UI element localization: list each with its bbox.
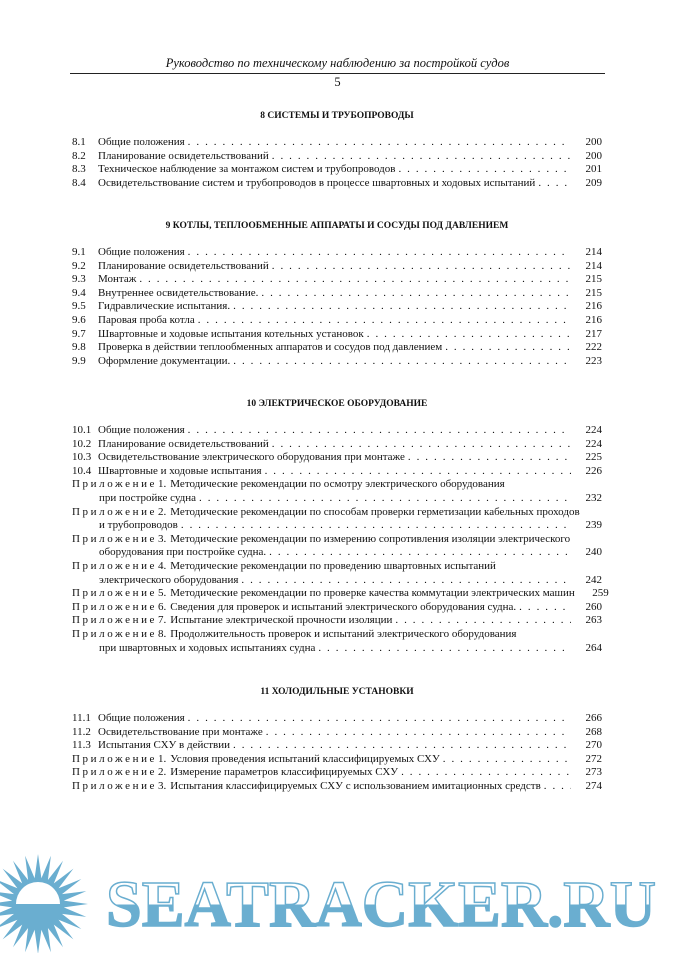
- entry-number: 11.2: [72, 725, 91, 738]
- entry-title: Общие положения: [98, 712, 185, 724]
- entry-title: Методические рекомендации по измерению сопротивления изоляции электрического: [170, 532, 571, 545]
- entry-page: 242: [585, 573, 602, 586]
- appendix-label: Приложение: [72, 505, 158, 518]
- entry-title: Освидетельствование электрического оборудования при монтаже: [98, 451, 405, 464]
- entry-title: Освидетельствование при монтаже: [98, 725, 263, 738]
- watermark-text: SEATRACKER.RU: [106, 868, 656, 941]
- entry-title: и трубопроводов: [99, 519, 178, 532]
- dot-leader: [188, 246, 571, 260]
- toc-entry-line[interactable]: [72, 601, 602, 615]
- dot-leader: [318, 642, 571, 656]
- entry-number: 8.3: [72, 163, 86, 176]
- appendix-label: Приложение: [72, 779, 158, 792]
- toc-entry-line[interactable]: [72, 136, 602, 150]
- toc-section: [72, 110, 602, 190]
- toc-entry-line[interactable]: [72, 560, 602, 574]
- entry-title: Швартовные и ходовые испытания: [98, 464, 262, 477]
- entry-page: 263: [585, 614, 602, 627]
- toc-entry-line[interactable]: [72, 328, 602, 342]
- dot-leader: [233, 739, 571, 753]
- toc-entry-line[interactable]: [72, 753, 602, 767]
- entry-number: 9.9: [72, 354, 86, 367]
- dot-leader: [241, 574, 571, 588]
- toc-entry-line[interactable]: [72, 614, 602, 628]
- entry-title: при швартовных и ходовых испытаниях судна: [99, 641, 316, 654]
- entry-title: Планирование освидетельствований: [98, 259, 269, 272]
- entry-number: 9.1: [72, 246, 86, 258]
- entry-page: 232: [585, 491, 602, 504]
- toc-entry-line[interactable]: [72, 465, 602, 479]
- appendix-number: 2.: [158, 505, 167, 518]
- toc-entry-line[interactable]: [72, 574, 602, 588]
- entry-page: 274: [585, 779, 602, 792]
- entry-page: 215: [585, 273, 602, 286]
- indent: [72, 546, 99, 560]
- toc-entry-line[interactable]: [72, 642, 602, 656]
- entry-title: Испытания классифицируемых СХУ с использованием имитационных средств: [170, 779, 541, 792]
- header-rule: [70, 73, 605, 74]
- toc-section: [72, 398, 609, 655]
- toc-entry-line[interactable]: [72, 533, 602, 547]
- entry-title: Планирование освидетельствований: [98, 437, 269, 450]
- section-heading: 9 КОТЛЫ, ТЕПЛООБМЕННЫЕ АППАРАТЫ И СОСУДЫ ПОД ДАВЛЕНИЕМ: [165, 221, 509, 231]
- appendix-label: Приложение: [72, 752, 158, 765]
- dot-leader: [188, 712, 571, 726]
- entry-page: 214: [585, 246, 602, 258]
- toc-entry-line[interactable]: [72, 766, 602, 780]
- entry-page: 224: [585, 424, 602, 436]
- appendix-label: Приложение: [72, 766, 158, 779]
- dot-leader: [401, 766, 571, 780]
- entry-title: Общие положения: [98, 246, 185, 258]
- appendix-number: 6.: [158, 600, 167, 613]
- entry-title: Измерение параметров классифицируемых СХУ: [170, 766, 399, 779]
- entry-page: 240: [585, 546, 602, 559]
- entry-page: 259: [592, 587, 609, 600]
- entry-number: 11.1: [72, 712, 91, 724]
- entry-number: 8.1: [72, 136, 86, 148]
- toc-entry-line[interactable]: [72, 519, 602, 533]
- entry-number: 9.3: [72, 273, 86, 286]
- entry-title: Общие положения: [98, 136, 185, 148]
- appendix-label: Приложение: [72, 627, 158, 640]
- entry-title: электрического оборудования: [99, 573, 239, 586]
- dot-leader: [198, 314, 571, 328]
- appendix-number: 3.: [158, 532, 167, 545]
- entry-number: 9.7: [72, 327, 86, 340]
- entry-title: Общие положения: [98, 424, 185, 436]
- appendix-number: 3.: [158, 779, 167, 792]
- appendix-number: 4.: [158, 559, 167, 572]
- entry-page: 200: [585, 136, 602, 148]
- entry-number: 9.4: [72, 286, 86, 299]
- entry-page: 260: [585, 600, 602, 613]
- dot-leader: [519, 601, 571, 615]
- entry-number: 10.2: [72, 437, 92, 450]
- sun-icon: [0, 854, 88, 953]
- entry-number: 10.3: [72, 451, 92, 464]
- toc-entry-line[interactable]: [72, 506, 602, 520]
- toc-entry-line[interactable]: [72, 451, 602, 465]
- entry-title: Техническое наблюдение за монтажом систем и трубопроводов: [98, 163, 396, 176]
- entry-number: 10.4: [72, 464, 92, 477]
- entry-page: 224: [585, 437, 602, 450]
- entry-title: Оформление документации.: [98, 354, 231, 367]
- entry-title: оборудования при постройке судна.: [99, 546, 267, 559]
- toc-entry-line[interactable]: [72, 260, 602, 274]
- dot-leader: [538, 177, 571, 191]
- entry-number: 9.6: [72, 313, 86, 326]
- entry-page: 273: [585, 766, 602, 779]
- toc-entry-line[interactable]: [72, 478, 602, 492]
- entry-title: Методические рекомендации по способам проверки герметизации кабельных проходов: [170, 505, 580, 518]
- dot-leader: [139, 273, 571, 287]
- dot-leader: [233, 300, 571, 314]
- dot-leader: [408, 451, 571, 465]
- toc-entry-line[interactable]: [72, 177, 602, 191]
- toc-entry-line[interactable]: [72, 438, 602, 452]
- entry-title: Освидетельствование систем и трубопроводов в процессе швартовных и ходовых испытаний: [98, 176, 536, 189]
- entry-page: 226: [585, 464, 602, 477]
- entry-page: 272: [585, 752, 602, 765]
- entry-title: Продолжительность проверок и испытаний электрического оборудования: [170, 627, 517, 640]
- entry-title: Условия проведения испытаний классифицируемых СХУ: [170, 752, 440, 765]
- entry-number: 10.1: [72, 424, 92, 436]
- dot-leader: [398, 163, 571, 177]
- entry-page: 270: [585, 739, 602, 752]
- appendix-label: Приложение: [72, 559, 158, 572]
- toc-entry-line[interactable]: [72, 739, 602, 753]
- entry-title: Внутреннее освидетельствование.: [98, 286, 259, 299]
- toc-section: [72, 686, 602, 794]
- entry-title: Сведения для проверок и испытаний электрического оборудования судна.: [170, 600, 517, 613]
- appendix-number: 8.: [158, 627, 167, 640]
- entry-page: 225: [585, 451, 602, 464]
- dot-leader: [199, 492, 571, 506]
- dot-leader: [544, 780, 571, 794]
- entry-title: Испытания СХУ в действии: [98, 739, 231, 752]
- dot-leader: [233, 355, 571, 369]
- entry-number: 9.5: [72, 300, 86, 313]
- toc-entry-line[interactable]: [72, 726, 602, 740]
- entry-page: 268: [585, 725, 602, 738]
- dot-leader: [265, 465, 571, 479]
- seatracker-watermark-logo: [0, 848, 674, 953]
- entry-page: 216: [585, 313, 602, 326]
- entry-number: 9.8: [72, 341, 86, 354]
- entry-title: Гидравлические испытания.: [98, 300, 231, 313]
- toc-entry-line[interactable]: [72, 780, 602, 794]
- appendix-number: 5.: [158, 587, 167, 600]
- entry-title: Швартовные и ходовые испытания котельных установок: [98, 327, 364, 340]
- dot-leader: [395, 614, 571, 628]
- toc-entry-line[interactable]: [72, 546, 602, 560]
- toc-entry-line[interactable]: [72, 163, 602, 177]
- entry-title: Методические рекомендации по проверке качества коммутации электрических машин: [170, 587, 575, 600]
- appendix-number: 7.: [158, 614, 167, 627]
- entry-page: 209: [585, 176, 602, 189]
- dot-leader: [266, 726, 571, 740]
- toc-entry-line[interactable]: [72, 587, 609, 601]
- dot-leader: [188, 136, 571, 150]
- toc-entry-line[interactable]: [72, 355, 602, 369]
- appendix-label: Приложение: [72, 478, 158, 491]
- appendix-number: 2.: [158, 766, 167, 779]
- entry-number: 9.2: [72, 259, 86, 272]
- dot-leader: [261, 287, 571, 301]
- toc-entry-line[interactable]: [72, 300, 602, 314]
- toc-entry-line[interactable]: [72, 314, 602, 328]
- entry-number: 8.4: [72, 176, 86, 189]
- entry-page: 217: [585, 327, 602, 340]
- indent: [72, 519, 99, 533]
- entry-title: Методические рекомендации по осмотру электрического оборудования: [170, 478, 505, 491]
- indent: [72, 492, 99, 506]
- entry-page: 222: [585, 341, 602, 354]
- toc-entry-line[interactable]: [72, 150, 602, 164]
- entry-page: 266: [585, 712, 602, 724]
- indent: [72, 642, 99, 656]
- dot-leader: [181, 519, 571, 533]
- toc-section: [72, 220, 602, 368]
- entry-title: при постройке судна: [99, 491, 197, 504]
- entry-page: 215: [585, 286, 602, 299]
- dot-leader: [272, 260, 571, 274]
- indent: [72, 574, 99, 588]
- dot-leader: [272, 150, 571, 164]
- running-header-title: Руководство по техническому наблюдению за постройкой судов: [165, 56, 510, 70]
- dot-leader: [188, 424, 571, 438]
- dot-leader: [367, 328, 571, 342]
- toc-entry-line[interactable]: [72, 246, 602, 260]
- entry-title: Паровая проба котла: [98, 313, 195, 326]
- entry-number: 11.3: [72, 739, 91, 752]
- dot-leader: [443, 753, 571, 767]
- section-heading: 8 СИСТЕМЫ И ТРУБОПРОВОДЫ: [260, 111, 414, 121]
- toc-entry-line[interactable]: [72, 287, 602, 301]
- appendix-label: Приложение: [72, 532, 158, 545]
- toc-entry-line[interactable]: [72, 341, 602, 355]
- appendix-label: Приложение: [72, 600, 158, 613]
- dot-leader: [272, 438, 571, 452]
- entry-page: 200: [585, 149, 602, 162]
- page-number: 5: [334, 75, 341, 89]
- appendix-label: Приложение: [72, 614, 158, 627]
- entry-number: 8.2: [72, 149, 86, 162]
- section-heading: 11 ХОЛОДИЛЬНЫЕ УСТАНОВКИ: [260, 687, 414, 697]
- entry-title: Монтаж: [98, 273, 137, 286]
- appendix-number: 1.: [158, 752, 167, 765]
- entry-page: 216: [585, 300, 602, 313]
- entry-title: Проверка в действии теплообменных аппаратов и сосудов под давлением: [98, 341, 443, 354]
- toc-entry-line[interactable]: [72, 492, 602, 506]
- section-heading: 10 ЭЛЕКТРИЧЕСКОЕ ОБОРУДОВАНИЕ: [246, 399, 428, 409]
- appendix-number: 1.: [158, 478, 167, 491]
- dot-leader: [269, 546, 571, 560]
- entry-page: 201: [585, 163, 602, 176]
- entry-title: Испытание электрической прочности изоляции: [170, 614, 393, 627]
- entry-page: 264: [585, 641, 602, 654]
- toc-entry-line[interactable]: [72, 712, 602, 726]
- entry-title: Методические рекомендации по проведению швартовных испытаний: [170, 559, 496, 572]
- entry-page: 239: [585, 519, 602, 532]
- toc-entry-line[interactable]: [72, 424, 602, 438]
- toc-entry-line[interactable]: [72, 273, 602, 287]
- entry-page: 223: [585, 354, 602, 367]
- entry-page: 214: [585, 259, 602, 272]
- entry-title: Планирование освидетельствований: [98, 149, 269, 162]
- dot-leader: [445, 341, 571, 355]
- appendix-label: Приложение: [72, 587, 158, 600]
- toc-entry-line[interactable]: [72, 628, 602, 642]
